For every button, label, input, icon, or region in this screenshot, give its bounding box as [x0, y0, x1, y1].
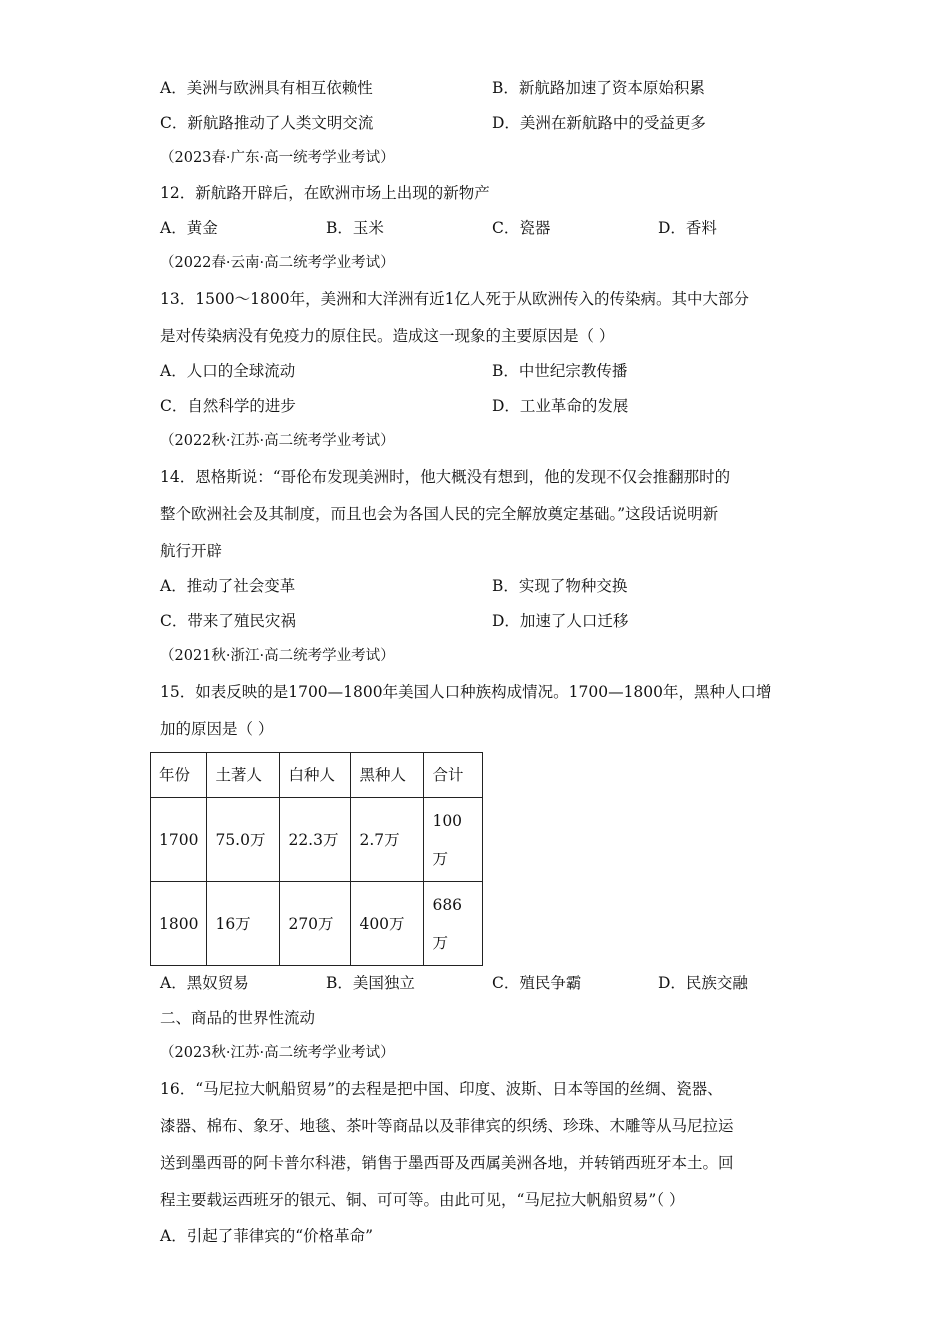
- cell-native: 16万: [207, 882, 280, 966]
- q13-source: （2022春·云南·高二统考学业考试）: [160, 255, 395, 271]
- population-table: [150, 752, 483, 966]
- q11-option-d: D．美洲在新航路中的受益更多: [492, 114, 706, 132]
- cell-white: 270万: [280, 882, 351, 966]
- q14-stem-line2: 整个欧洲社会及其制度，而且也会为各国人民的完全解放奠定基础。”这段话说明新: [160, 505, 719, 523]
- cell-total-number: 686: [432, 895, 463, 914]
- cell-total-unit: 万: [432, 849, 448, 868]
- q14-option-d: D．加速了人口迁移: [492, 612, 629, 630]
- q11-option-c: C．新航路推动了人类文明交流: [160, 114, 374, 132]
- q13-stem-line2: 是对传染病没有免疫力的原住民。造成这一现象的主要原因是（ ）: [160, 327, 615, 345]
- q15-source: （2021秋·浙江·高二统考学业考试）: [160, 648, 395, 664]
- q16-stem-line1: 16．“马尼拉大帆船贸易”的去程是把中国、印度、波斯、日本等国的丝绸、瓷器、: [160, 1080, 723, 1098]
- cell-total-number: 100: [432, 811, 463, 830]
- q13-stem-line1: 13．1500～1800年，美洲和大洋洲有近1亿人死于从欧洲传入的传染病。其中大部分: [160, 290, 749, 308]
- header-native: 土著人: [207, 753, 280, 798]
- cell-black: 400万: [351, 882, 424, 966]
- q11-option-b: B．新航路加速了资本原始积累: [492, 79, 705, 97]
- q14-option-a: A．推动了社会变革: [160, 577, 296, 595]
- q13-option-a: A．人口的全球流动: [160, 362, 296, 380]
- q15-option-b: B．美国独立: [326, 974, 415, 992]
- cell-white: 22.3万: [280, 798, 351, 882]
- q12-option-c: C．瓷器: [492, 219, 551, 237]
- q12-option-b: B．玉米: [326, 219, 384, 237]
- q16-option-a: A．引起了菲律宾的“价格革命”: [160, 1227, 374, 1245]
- q14-option-b: B．实现了物种交换: [492, 577, 628, 595]
- q13-option-c: C．自然科学的进步: [160, 397, 296, 415]
- q14-source: （2022秋·江苏·高二统考学业考试）: [160, 433, 395, 449]
- q12-source: （2023春·广东·高一统考学业考试）: [160, 150, 395, 166]
- q13-option-d: D．工业革命的发展: [492, 397, 629, 415]
- q12-stem: 12．新航路开辟后，在欧洲市场上出现的新物产: [160, 184, 490, 202]
- cell-total: [424, 882, 483, 966]
- q14-option-c: C．带来了殖民灾祸: [160, 612, 296, 630]
- q11-option-a: A．美洲与欧洲具有相互依赖性: [160, 79, 373, 97]
- q15-option-c: C．殖民争霸: [492, 974, 582, 992]
- table-row: [151, 798, 483, 882]
- q16-stem-line4: 程主要载运西班牙的银元、铜、可可等。由此可见，“马尼拉大帆船贸易”（ ）: [160, 1191, 685, 1209]
- q16-stem-line3: 送到墨西哥的阿卡普尔科港，销售于墨西哥及西属美洲各地，并转销西班牙本土。回: [160, 1154, 734, 1172]
- q14-stem-line3: 航行开辟: [160, 542, 223, 560]
- header-year: 年份: [151, 753, 207, 798]
- cell-year: 1800: [151, 882, 207, 966]
- q15-stem-line1: 15．如表反映的是1700—1800年美国人口种族构成情况。1700—1800年，黑种人口增: [160, 683, 772, 701]
- q12-option-d: D．香料: [658, 219, 717, 237]
- q16-stem-line2: 漆器、棉布、象牙、地毯、茶叶等商品以及菲律宾的织绣、珍珠、木雕等从马尼拉运: [160, 1117, 734, 1135]
- cell-year: 1700: [151, 798, 207, 882]
- section-heading: 二、商品的世界性流动: [160, 1009, 316, 1027]
- cell-native: 75.0万: [207, 798, 280, 882]
- table-row: [151, 882, 483, 966]
- cell-total-unit: 万: [432, 933, 448, 952]
- cell-black: 2.7万: [351, 798, 424, 882]
- table-header-row: [151, 753, 483, 798]
- cell-total: [424, 798, 483, 882]
- header-total: 合计: [424, 753, 483, 798]
- q14-stem-line1: 14．恩格斯说：“哥伦布发现美洲时，他大概没有想到，他的发现不仅会推翻那时的: [160, 468, 731, 486]
- q15-stem-line2: 加的原因是（ ）: [160, 720, 274, 738]
- q15-option-a: A．黑奴贸易: [160, 974, 249, 992]
- q12-option-a: A．黄金: [160, 219, 218, 237]
- header-black: 黑种人: [351, 753, 424, 798]
- q13-option-b: B．中世纪宗教传播: [492, 362, 628, 380]
- q15-option-d: D．民族交融: [658, 974, 748, 992]
- header-white: 白种人: [280, 753, 351, 798]
- q16-source: （2023秋·江苏·高二统考学业考试）: [160, 1045, 395, 1061]
